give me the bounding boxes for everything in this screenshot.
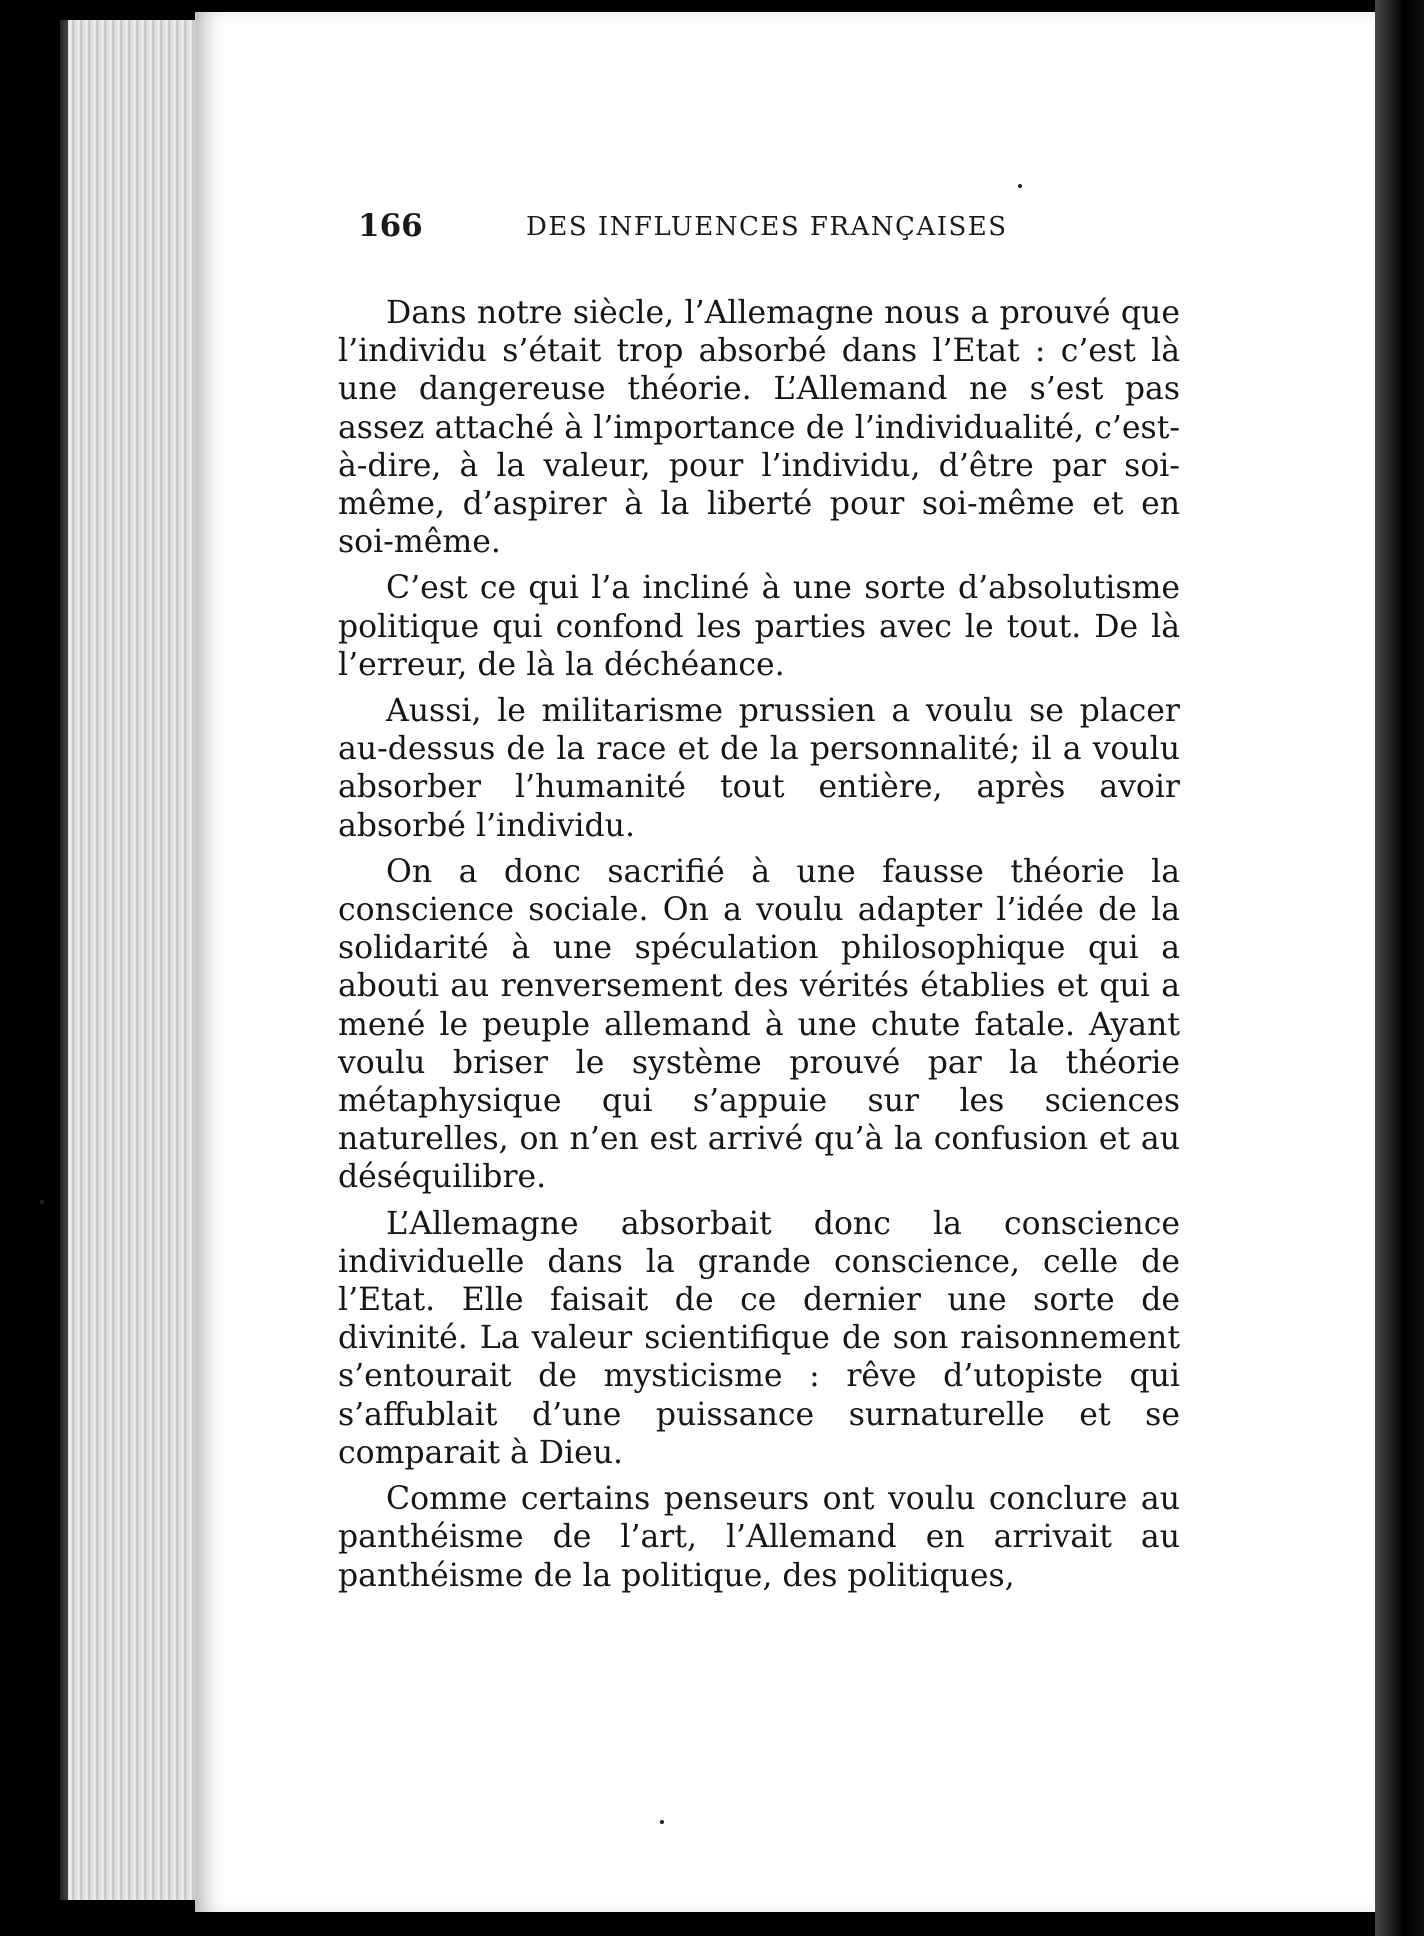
scan-speck — [40, 1200, 44, 1204]
page-number: 166 — [358, 208, 423, 244]
scan-speck — [660, 1820, 664, 1824]
body-text — [338, 294, 1180, 1603]
paragraph-3: Aussi, le militarisme prussien a voulu se placer au-dessus de la race et de la personnalité; il a voulu absorber l’humanité tout entière, après avoir absorbé l’individu. — [338, 693, 1180, 844]
paragraph-5: L’Allemagne absorbait donc la conscience individuelle dans la grande conscience, celle de l’Etat. Elle faisait de ce dernier une sorte de divinité. La valeur scientifique de son raisonnement s’entourait de mysticisme : rêve d’utopiste qui s’affublait d’une puissance surnaturelle et se comparait à Dieu. — [338, 1205, 1180, 1471]
paragraph-2: C’est ce qui l’a incliné à une sorte d’absolutisme politique qui confond les parties avec le tout. De là l’erreur, de là la déchéance. — [338, 570, 1180, 683]
facing-page-shadow — [1375, 0, 1424, 1936]
running-head — [358, 208, 1058, 256]
page-edges — [68, 20, 208, 1900]
paragraph-4: On a donc sacrifié à une fausse théorie la conscience sociale. On a voulu adapter l’idée de la solidarité à une spéculation philosophique qui a abouti au renversement des vérités établies et qui a mené le peuple allemand à une chute fatale. Ayant voulu briser le système prouvé par la théorie métaphysique qui s’appuie sur les sciences naturelles, on n’en est arrivé qu’à la confusion et au déséquilibre. — [338, 853, 1180, 1196]
running-head-title: DES INFLUENCES FRANÇAISES — [526, 212, 1008, 242]
scan-speck — [1018, 184, 1022, 188]
paragraph-1: Dans notre siècle, l’Allemagne nous a prouvé que l’individu s’était trop absorbé dans l’Etat : c’est là une dangereuse théorie. L’Allemand ne s’est pas assez attaché à l’importance de l’individualité, c’est-à-dire, à la valeur, pour l’individu, d’être par soi-même, d’aspirer à la liberté pour soi-même et en soi-même. — [338, 295, 1180, 561]
paragraph-6: Comme certains penseurs ont voulu conclure au panthéisme de l’art, l’Allemand en arrivait au panthéisme de la politique, des politiques, — [338, 1481, 1180, 1594]
